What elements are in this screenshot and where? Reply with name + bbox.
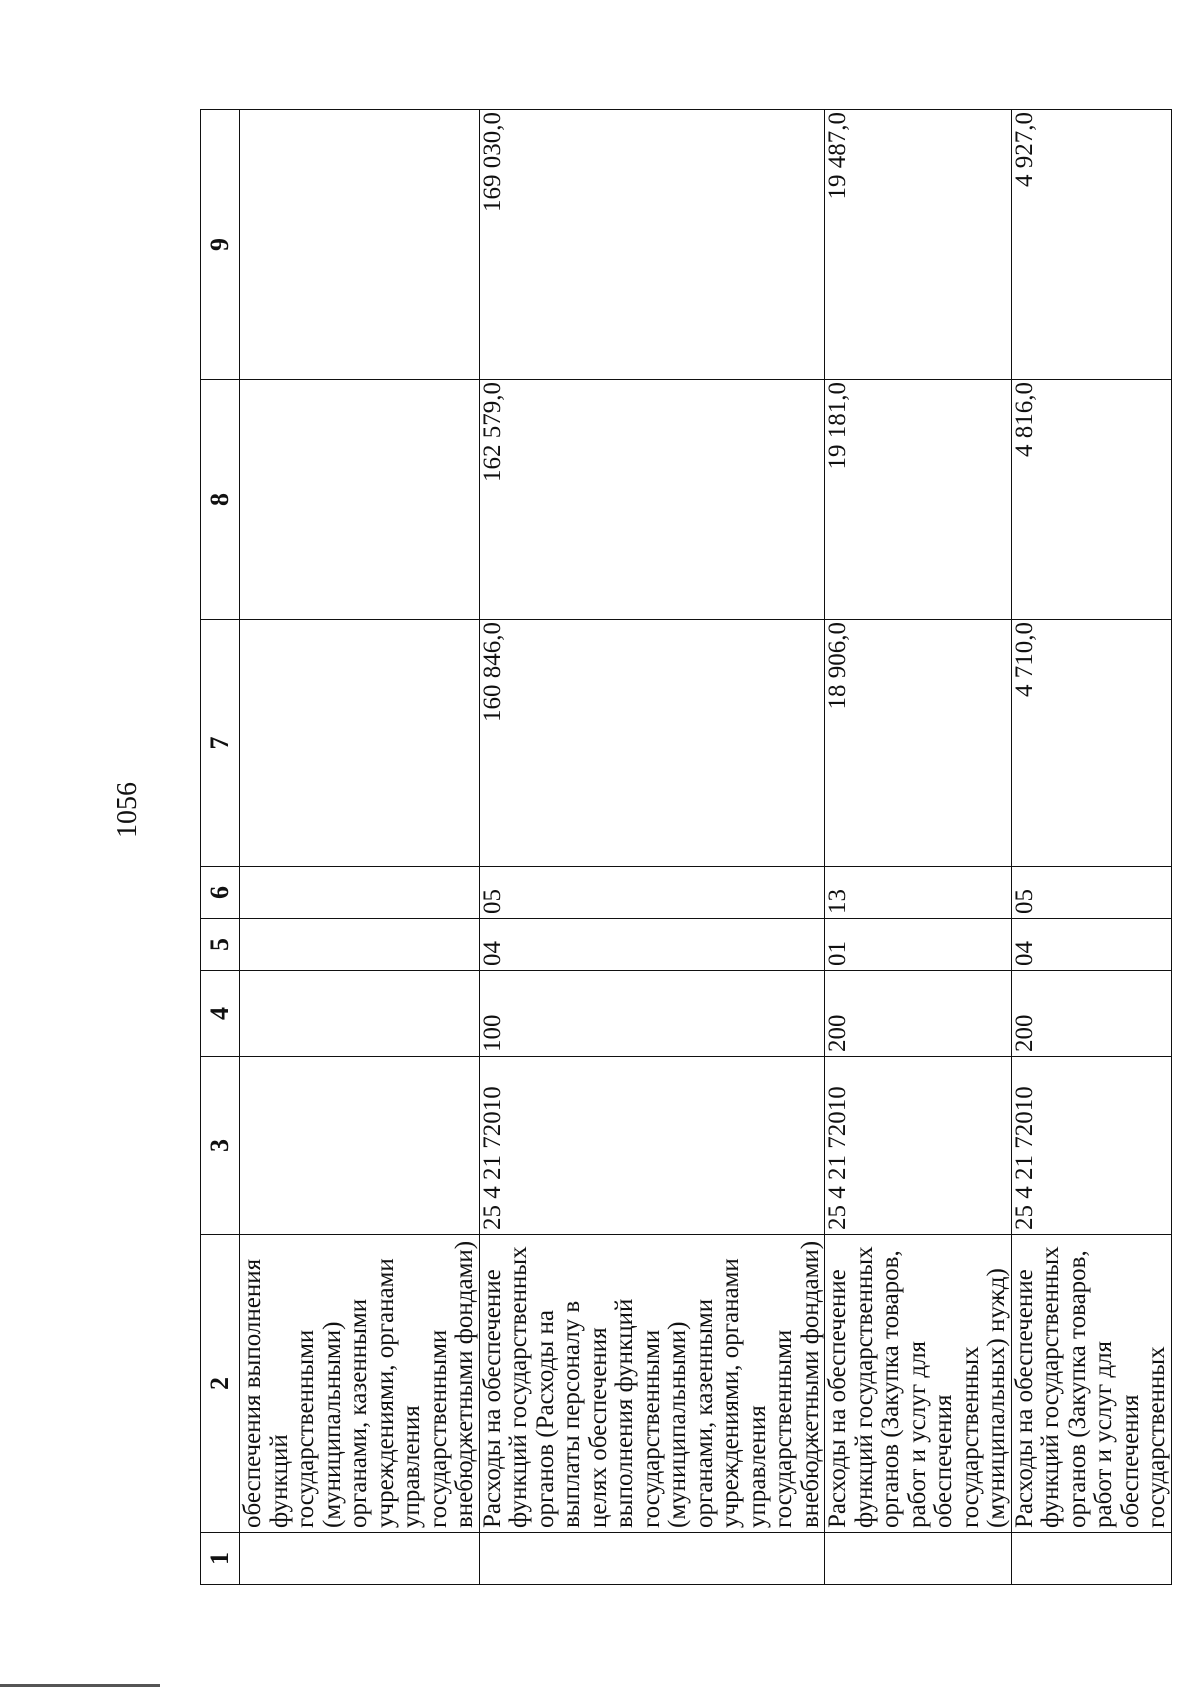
cell-description: обеспечения выполнения функций государственными (муниципальными) органами, казенными учреждениями, органами управления государственными внебюджетными фондами) bbox=[240, 1235, 480, 1533]
cell-vr: 200 bbox=[825, 971, 1012, 1057]
cell-rz bbox=[240, 919, 480, 971]
cell-number bbox=[1011, 1533, 1171, 1585]
cell-number bbox=[479, 1533, 825, 1585]
column-header: 8 bbox=[201, 380, 240, 620]
column-header: 7 bbox=[201, 620, 240, 867]
cell-amount-year3: 169 030,0 bbox=[479, 110, 825, 380]
cell-rz: 04 bbox=[479, 919, 825, 971]
cell-pr: 05 bbox=[1011, 867, 1171, 919]
column-header: 5 bbox=[201, 919, 240, 971]
cell-vr bbox=[240, 971, 480, 1057]
table-row bbox=[240, 110, 480, 1585]
cell-pr: 05 bbox=[479, 867, 825, 919]
cell-code: 25 4 21 72010 bbox=[479, 1057, 825, 1235]
cell-amount-year2: 19 181,0 bbox=[825, 380, 1012, 620]
header-row bbox=[201, 110, 240, 1585]
cell-pr bbox=[240, 867, 480, 919]
cell-vr: 200 bbox=[1011, 971, 1171, 1057]
cell-amount-year1: 160 846,0 bbox=[479, 620, 825, 867]
cell-description: Расходы на обеспечение функций государственных органов (Закупка товаров, работ и услуг для обеспечения государственных bbox=[1011, 1235, 1171, 1533]
budget-table bbox=[200, 109, 1172, 1585]
cell-amount-year1: 18 906,0 bbox=[825, 620, 1012, 867]
cell-description: Расходы на обеспечение функций государственных органов (Закупка товаров, работ и услуг для обеспечения государственных (муниципальных) нужд) bbox=[825, 1235, 1012, 1533]
cell-pr: 13 bbox=[825, 867, 1012, 919]
table-row bbox=[1011, 110, 1171, 1585]
cell-rz: 04 bbox=[1011, 919, 1171, 971]
budget-table-wrapper bbox=[200, 110, 1170, 1585]
cell-amount-year1 bbox=[240, 620, 480, 867]
page-number: 1056 bbox=[112, 782, 143, 838]
cell-code: 25 4 21 72010 bbox=[825, 1057, 1012, 1235]
cell-amount-year2 bbox=[240, 380, 480, 620]
cell-rz: 01 bbox=[825, 919, 1012, 971]
column-header: 2 bbox=[201, 1235, 240, 1533]
column-header: 3 bbox=[201, 1057, 240, 1235]
cell-amount-year1: 4 710,0 bbox=[1011, 620, 1171, 867]
table-row bbox=[479, 110, 825, 1585]
cell-amount-year2: 162 579,0 bbox=[479, 380, 825, 620]
cell-code: 25 4 21 72010 bbox=[1011, 1057, 1171, 1235]
cell-number bbox=[825, 1533, 1012, 1585]
table-row bbox=[825, 110, 1012, 1585]
cell-amount-year3 bbox=[240, 110, 480, 380]
column-header: 1 bbox=[201, 1533, 240, 1585]
cell-description: Расходы на обеспечение функций государственных органов (Расходы на выплаты персоналу в целях обеспечения выполнения функций государственными (муниципальными) органами, казенными учреждениями, органами управления государственными внебюджетными фондами) bbox=[479, 1235, 825, 1533]
cell-code bbox=[240, 1057, 480, 1235]
column-header: 9 bbox=[201, 110, 240, 380]
cell-amount-year3: 4 927,0 bbox=[1011, 110, 1171, 380]
column-header: 6 bbox=[201, 867, 240, 919]
column-header: 4 bbox=[201, 971, 240, 1057]
scan-edge-mark bbox=[0, 1684, 160, 1687]
cell-amount-year3: 19 487,0 bbox=[825, 110, 1012, 380]
cell-vr: 100 bbox=[479, 971, 825, 1057]
cell-amount-year2: 4 816,0 bbox=[1011, 380, 1171, 620]
cell-number bbox=[240, 1533, 480, 1585]
